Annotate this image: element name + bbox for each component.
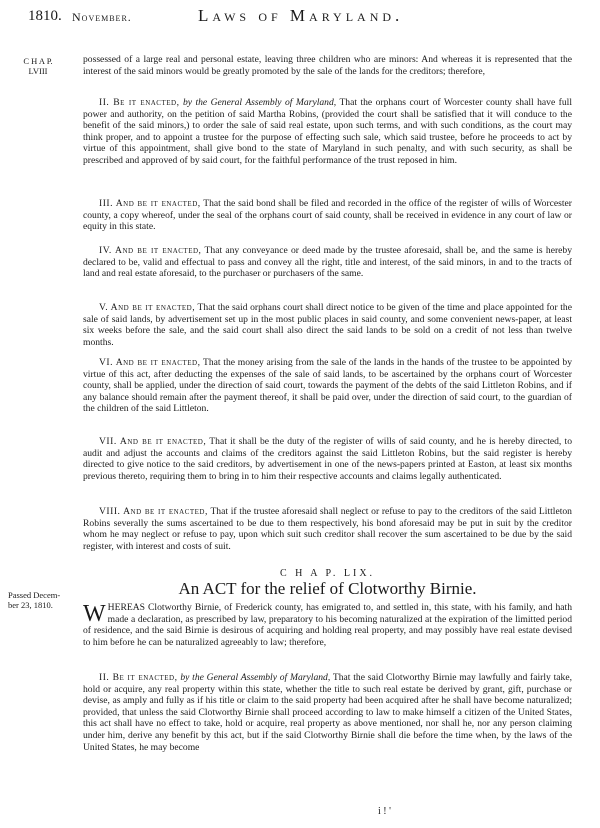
section-4-lead: IV. And be it enacted,: [99, 245, 202, 256]
section-6-lead: VI. And be it enacted,: [99, 357, 201, 368]
section-8: [83, 506, 572, 552]
catchword: i ! ': [378, 806, 391, 817]
section-5: [83, 302, 572, 348]
section-3-lead: III. And be it enacted,: [99, 198, 201, 209]
header-year: 1810.: [28, 8, 62, 24]
section-2-authority: by the General Assembly of Maryland,: [182, 97, 337, 108]
margin-passed-date: ber 23, 1810.: [8, 600, 53, 610]
header-title: Laws of Maryland.: [198, 6, 404, 25]
chapter-section-2: [83, 672, 572, 753]
margin-chapter-prev: [8, 56, 68, 76]
section-4-text: That any conveyance or deed made by the trustee aforesaid, shall be, and the same is hereby declared to be, valid and effectual to pass and convey all the right, title and interest, of the said minors, in and to the tracts of land and real estate aforesaid, to the purchaser or purchasers of the same.: [83, 245, 573, 280]
chapter-section-2-text: That the said Clotworthy Birnie may lawfully and fairly take, hold or acquire, any real property within this state, whether the title to such real estate be derived by grant, gift, purchase or devise, as amply and fully as if his title or claim to the said property had been acquired after he shall have become naturalized; provided, that unless the said Clotworthy Birnie shall proceed according to law to make himself a citizen of the United States, this act shall have no effect to take, hold or acquire, real property as above mentioned, nor shall he, nor any person claiming under him, derive any benefit by this act, but if the said Clotworthy Birnie shall die before the time when, by the laws of the United States, he may become: [83, 672, 572, 753]
preamble-continued: possessed of a large real and personal estate, leaving three children who are minors: And whereas it is represented that the interest of the said minors would be greatly promoted by the sale of the lands for the creditors; therefore,: [83, 54, 572, 77]
chapter-section-2-authority: by the General Assembly of Maryland,: [180, 672, 331, 683]
section-5-lead: V. And be it enacted,: [99, 302, 196, 313]
chapter-section-2-lead: II. Be it enacted,: [99, 672, 178, 683]
chapter-heading: [83, 568, 572, 599]
margin-chap-number: LVIII: [28, 66, 48, 76]
preamble-text: HEREAS Clotworthy Birnie, of Frederick county, has emigrated to, and settled in, this state, with his family, and hath made a declaration, as prescribed by law, preparatory to his becoming naturalized at the expiration of the limitted period of residence, and the said Birnie is desirous of acquiring and holding real property, and may possibly have real estate devised to him before he can be naturalized agreeably to law; therefore,: [83, 602, 572, 648]
margin-passed-label: Passed Decem-: [8, 590, 61, 600]
header-month: November.: [72, 10, 132, 24]
section-2-lead: II. Be it enacted,: [99, 97, 180, 108]
margin-passed-note: [8, 590, 64, 610]
section-6: [83, 357, 572, 415]
chapter-number: C H A P. LIX.: [279, 568, 376, 579]
page-header: [0, 6, 600, 26]
section-6-text: That the money arising from the sale of the lands in the hands of the trustee to be appointed by virtue of this act, after deducting the expenses of the sale of said lands, to be ascertained by the orphans court of Worcester county, shall be applied, under the direction of said court, towards the payment of the debts of the said Littleton Robins, and if any balance should remain after the payment thereof, it shall be paid over, under the direction of said court, to the guardian of the children of the said Littleton.: [83, 357, 572, 415]
section-4: [83, 245, 572, 280]
section-8-lead: VIII. And be it enacted,: [99, 506, 208, 517]
section-7: [83, 436, 572, 482]
chapter-preamble: [83, 602, 572, 648]
section-3-text: That the said bond shall be filed and recorded in the office of the register of wills of Worcester county, a copy whereof, under the seal of the orphans court of said county, shall be received in evidence in any court of law or equity in this state.: [83, 198, 573, 233]
section-2: [83, 97, 572, 167]
act-title: An ACT for the relief of Clotworthy Birnie.: [178, 579, 477, 598]
section-8-text: That if the trustee aforesaid shall neglect or refuse to pay to the creditors of the said Littleton Robins severally the sums ascertained to be due to them respectively, his bond aforesaid may be put in suit by the creditor whom he may neglect or refuse to pay, upon which suit such creditor shall recover the sum ascertained to be due by the said register, with interest and costs of suit.: [83, 506, 572, 552]
section-2-text: That the orphans court of Worcester county shall have full power and authority, on the petition of said Martha Robins, (provided the court shall be satisfied that it will conduce to the benefit of the said minors,) to order the sale of said real estate, upon such terms, and with such conditions, as the court may think proper, and to appoint a trustee for the purpose of effecting such sale, which said trustee, before he proceeds to act by virtue of this appointment, shall give bond to the state of Maryland in such penalty, and with such security, as shall be prescribed and approved of by said court, for the faithful performance of the trust reposed in him.: [83, 97, 572, 166]
section-3: [83, 198, 572, 233]
dropcap-letter: W: [83, 601, 106, 627]
margin-chap-label: C H A P.: [23, 56, 53, 66]
section-1: [83, 54, 572, 77]
section-5-text: That the said orphans court shall direct notice to be given of the time and place appointed for the sale of said lands, by advertisement set up in the most public places in said county, and some convenient news-paper, at least six weeks before the sale, and the said court shall also direct the said lands to be sold on a credit of not less than twelve months.: [83, 302, 572, 348]
section-7-lead: VII. And be it enacted,: [99, 436, 207, 447]
section-7-text: That it shall be the duty of the register of wills of said county, and he is hereby directed, to audit and adjust the accounts and claims of the creditors against the said Littleton Robins, but the said register is hereby directed to give notice to the said creditors, by advertisement in one of the news-papers printed at Easton, at least six months previous thereto, requiring them to bring in to him their respective accounts and claims legally authenticated.: [83, 436, 573, 482]
